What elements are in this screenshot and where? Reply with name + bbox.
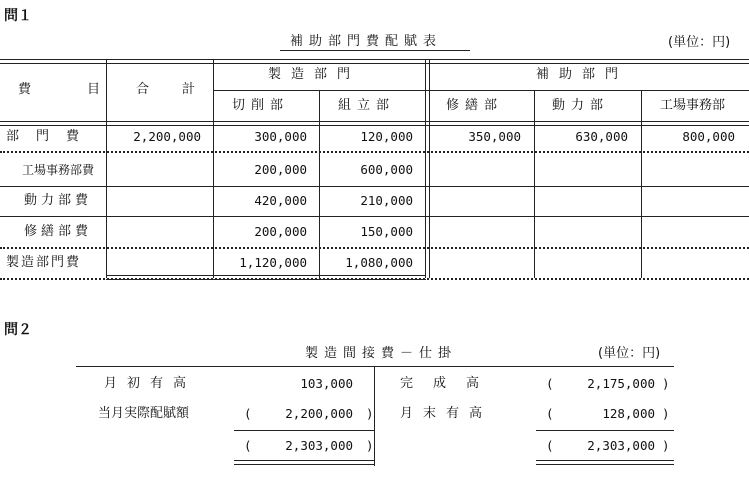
debit-total-value: 2,303,000 xyxy=(285,438,353,453)
cell-power: 630,000 xyxy=(575,129,628,144)
row-label: 製造部門費 xyxy=(6,255,82,270)
question-2-label: 問２ xyxy=(4,322,32,338)
header-assembly: 組立部 xyxy=(338,98,396,113)
allocation-table-title: 補助部門費配賦表 xyxy=(290,34,443,49)
cell-assembly: 210,000 xyxy=(360,193,413,208)
paren-open: ( xyxy=(244,438,252,453)
unit-label-1: (単位：円) xyxy=(668,35,731,50)
cell-assembly: 120,000 xyxy=(360,129,413,144)
cell-total: 2,200,000 xyxy=(133,129,201,144)
header-repair: 修繕部 xyxy=(446,98,504,113)
header-power: 動力部 xyxy=(552,98,610,113)
credit-label: 月末有高 xyxy=(400,406,493,421)
paren-open: ( xyxy=(546,438,554,453)
title-underline xyxy=(280,50,470,51)
debit-value: 2,200,000 xyxy=(285,406,353,421)
cell-assembly: 1,080,000 xyxy=(345,255,413,270)
paren-close: ) xyxy=(662,406,670,421)
paren-close: ) xyxy=(662,438,670,453)
cell-cutting: 300,000 xyxy=(254,129,307,144)
question-1-label: 問１ xyxy=(4,8,32,24)
cell-cutting: 1,120,000 xyxy=(239,255,307,270)
header-support-dept: 補助部門 xyxy=(536,67,629,82)
header-total: 合 計 xyxy=(136,82,206,97)
credit-value: 2,175,000 xyxy=(587,376,655,391)
debit-value: 103,000 xyxy=(300,376,353,391)
header-item: 費 目 xyxy=(18,82,111,97)
cell-cutting: 420,000 xyxy=(254,193,307,208)
paren-close: ) xyxy=(662,376,670,391)
t-account-title: 製造間接費－仕掛 xyxy=(305,346,458,361)
debit-label: 月初有高 xyxy=(104,376,197,391)
paren-close: ) xyxy=(366,438,374,453)
row-label: 動力部費 xyxy=(24,193,93,208)
row-label: 工場事務部費 xyxy=(22,163,95,177)
cell-assembly: 600,000 xyxy=(360,162,413,177)
paren-open: ( xyxy=(546,406,554,421)
cell-repair: 350,000 xyxy=(468,129,521,144)
header-cutting: 切削部 xyxy=(232,98,290,113)
cell-cutting: 200,000 xyxy=(254,224,307,239)
paren-open: ( xyxy=(546,376,554,391)
debit-label: 当月実際配賦額 xyxy=(98,406,190,421)
row-label: 部 門 費 xyxy=(6,129,82,144)
paren-open: ( xyxy=(244,406,252,421)
row-label: 修繕部費 xyxy=(24,224,93,239)
cell-office: 800,000 xyxy=(682,129,735,144)
header-production-dept: 製造部門 xyxy=(268,67,361,82)
credit-value: 128,000 xyxy=(602,406,655,421)
cell-cutting: 200,000 xyxy=(254,162,307,177)
credit-label: 完成高 xyxy=(400,376,500,391)
unit-label-2: (単位：円) xyxy=(598,346,661,361)
cell-assembly: 150,000 xyxy=(360,224,413,239)
credit-total-value: 2,303,000 xyxy=(587,438,655,453)
paren-close: ) xyxy=(366,406,374,421)
header-office: 工場事務部 xyxy=(660,98,726,113)
